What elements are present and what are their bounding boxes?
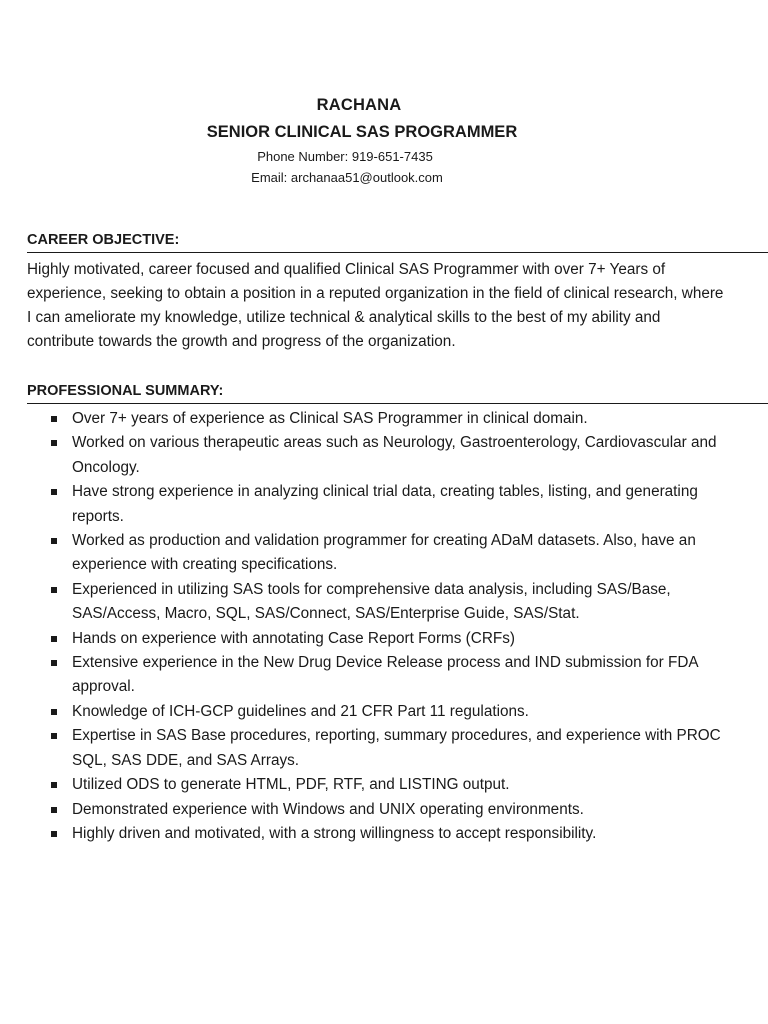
list-item bbox=[27, 798, 747, 822]
list-item-text: Extensive experience in the New Drug Device Release process and IND submission for FDA approval. bbox=[72, 654, 698, 696]
square-bullet-icon bbox=[51, 587, 57, 593]
list-item-text: Over 7+ years of experience as Clinical SAS Programmer in clinical domain. bbox=[72, 410, 588, 427]
square-bullet-icon bbox=[51, 831, 57, 837]
square-bullet-icon bbox=[51, 709, 57, 715]
list-item-text: Worked as production and validation programmer for creating ADaM datasets. Also, have an experience with creating specifications. bbox=[72, 532, 696, 574]
square-bullet-icon bbox=[51, 440, 57, 446]
list-item-text: Worked on various therapeutic areas such as Neurology, Gastroenterology, Cardiovascular and Oncology. bbox=[72, 434, 717, 476]
career-objective-heading: CAREER OBJECTIVE: bbox=[27, 231, 768, 253]
list-item bbox=[27, 480, 747, 529]
list-item-text: Have strong experience in analyzing clinical trial data, creating tables, listing, and generating reports. bbox=[72, 483, 698, 525]
square-bullet-icon bbox=[51, 807, 57, 813]
list-item bbox=[27, 773, 747, 797]
phone-number: Phone Number: 919-651-7435 bbox=[257, 149, 433, 164]
list-item bbox=[27, 724, 747, 773]
list-item bbox=[27, 822, 747, 846]
email-address: Email: archanaa51@outlook.com bbox=[251, 170, 443, 185]
list-item-text: Hands on experience with annotating Case Report Forms (CRFs) bbox=[72, 629, 515, 647]
square-bullet-icon bbox=[51, 733, 57, 739]
list-item-text: Highly driven and motivated, with a strong willingness to accept responsibility. bbox=[72, 824, 597, 842]
list-item-text: Demonstrated experience with Windows and UNIX operating environments. bbox=[72, 800, 584, 818]
list-item-text: Knowledge of ICH-GCP guidelines and 21 CFR Part 11 regulations. bbox=[72, 702, 529, 720]
square-bullet-icon bbox=[51, 636, 57, 642]
list-item-text: Utilized ODS to generate HTML, PDF, RTF, and LISTING output. bbox=[72, 776, 510, 794]
candidate-name: RACHANA bbox=[316, 96, 402, 114]
job-title: SENIOR CLINICAL SAS PROGRAMMER bbox=[206, 123, 518, 141]
list-item-text: Experienced in utilizing SAS tools for comprehensive data analysis, including SAS/Base, SAS/Access, Macro, SQL, SAS/Connect, SAS/Enterprise Guide, SAS/Stat. bbox=[72, 580, 671, 623]
professional-summary-heading: PROFESSIONAL SUMMARY: bbox=[27, 382, 768, 404]
square-bullet-icon bbox=[51, 782, 57, 788]
square-bullet-icon bbox=[51, 416, 57, 422]
square-bullet-icon bbox=[51, 660, 57, 666]
career-objective-text: Highly motivated, career focused and qualified Clinical SAS Programmer with over 7+ Years of experience, seeking to obtain a position in a reputed organization in the field of clinical research, where I can ameliorate my knowledge, utilize technical & analytical skills to the best of my ability and contribute towards the growth and progress of the organization. bbox=[27, 261, 724, 350]
list-item-text: Expertise in SAS Base procedures, reporting, summary procedures, and experience with PROC SQL, SAS DDE, and SAS Arrays. bbox=[72, 727, 721, 769]
square-bullet-icon bbox=[51, 489, 57, 495]
list-item bbox=[27, 651, 747, 700]
list-item bbox=[27, 529, 747, 578]
square-bullet-icon bbox=[51, 538, 57, 544]
list-item bbox=[27, 578, 747, 627]
list-item bbox=[27, 431, 747, 480]
list-item bbox=[27, 700, 747, 724]
list-item bbox=[27, 407, 747, 431]
list-item bbox=[27, 627, 747, 651]
professional-summary-list bbox=[27, 407, 747, 846]
